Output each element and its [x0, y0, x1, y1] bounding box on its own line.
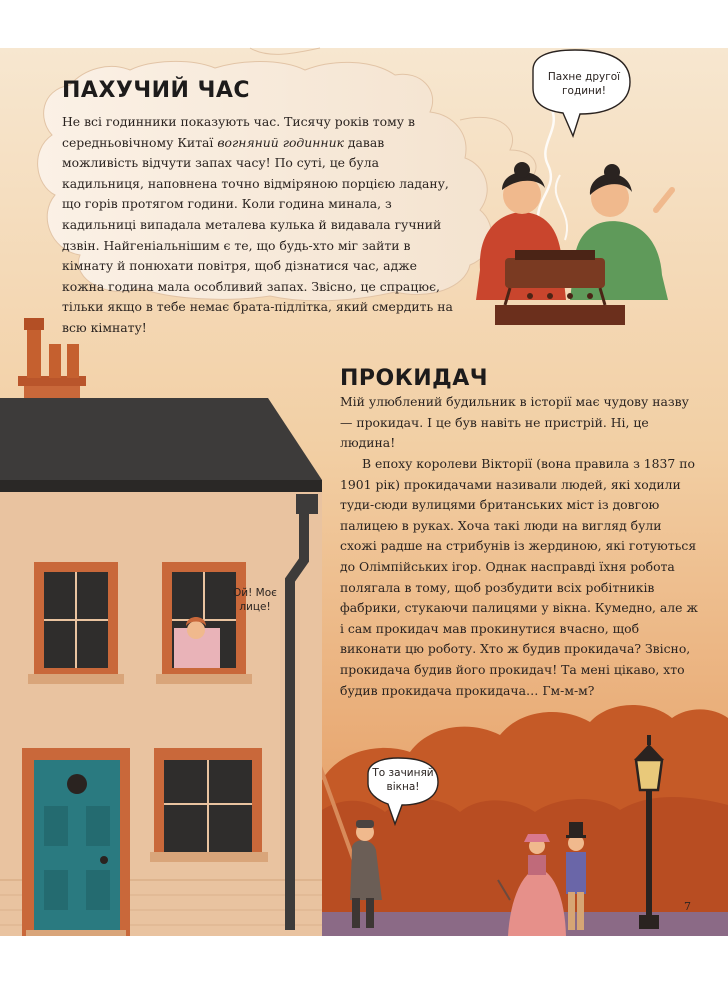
section-title-fragrant-time: ПАХУЧИЙ ЧАС — [62, 78, 251, 103]
fire-clock-term: вогняний годинник — [217, 134, 344, 150]
page-number: 7 — [684, 900, 691, 913]
section-paragraph-intro: Мій улюблений будильник в історії має чудову назву — прокидач. І це був навіть не пристрій. Ні, це людина! — [340, 394, 689, 451]
speech-bubble-window: Ой! Моє лице! — [233, 587, 277, 613]
paragraph-text-start: Не всі годинники показують час. Тисячу років тому в середньовічному Китаї — [62, 114, 415, 150]
section-paragraph-main: В епоху королеви Вікторії (вона правила з 1837 по 1901 рік) прокидачами називали людей, які ходили туди-сюди вулицями британських міст із довгою палицею в руках. Хоча такі люди на вигляд були схожі радше на стрибунів із жердиною, які готуються до Олімпійських ігор. Однак насправді їхня робота полягала в тому, щоб розбудити всіх робітників фабрики, стукаючи палицями у вікна. Кумедно, але ж і сам прокидач мав прокинутися вчасно, щоб виконати цю роботу. Хто ж будив прокидача? Звісно, прокидача будив його прокидач! Та мені цікаво, хто будив прокидача прокидача… Гм-м-м? — [340, 456, 698, 698]
section-title-knocker-up: ПРОКИДАЧ — [340, 366, 489, 391]
victorian-house — [0, 318, 322, 936]
speech-bubble-smell: Пахне другої години! — [547, 71, 621, 97]
speech-bubble-street: То зачиняй вікна! — [372, 767, 434, 793]
section-paragraph-fragrant-time — [62, 112, 460, 339]
paragraph-text-end: давав можливість відчути запах часу! По суті, це була кадильниця, наповнена точно відміряною порцією ладану, що горів протягом години. Коли година минала, з кадильниці випадала металева кулька й видавала гучний дзвін. Найгеніальнішим є те, що будь-хто міг зайти в кімнату й понюхати повітря, щоб дізнатися час, адже кожна година мала особливий запах. Звісно, це спрацює, тільки якщо в тебе немає брата-підлітка, який смердить на всю кімнату! — [62, 134, 453, 335]
